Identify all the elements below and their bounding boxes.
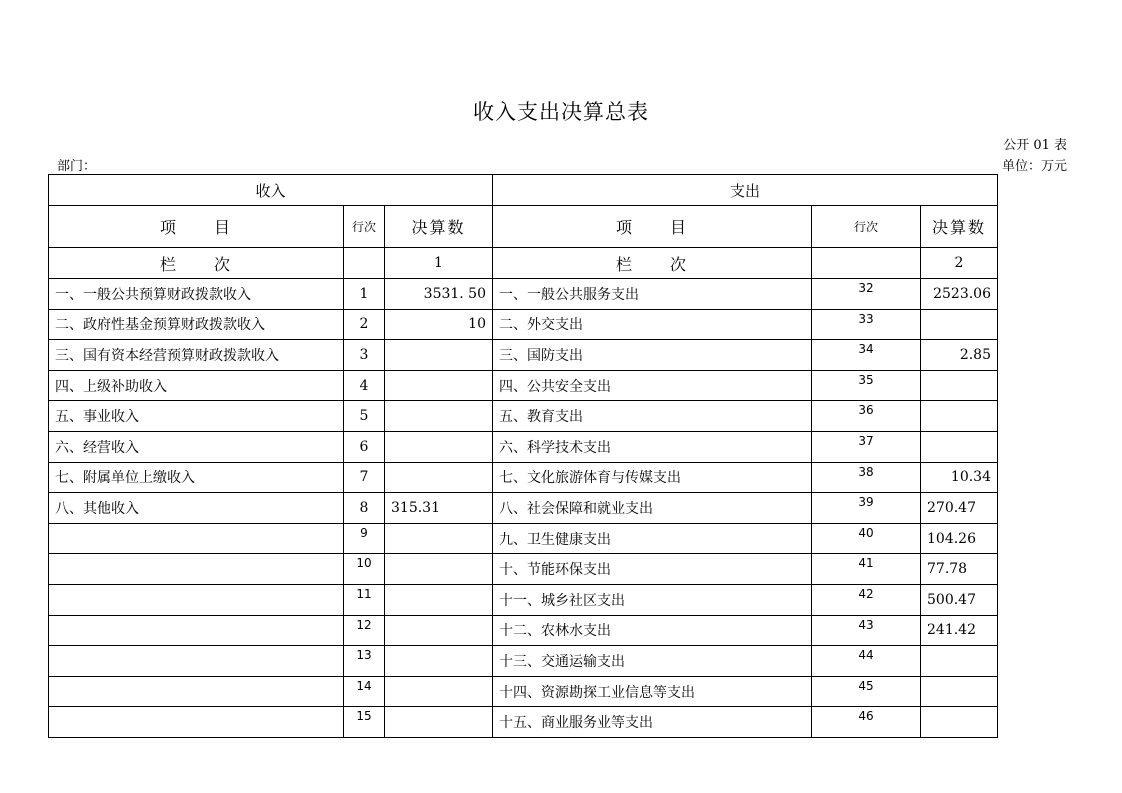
income-item-cell <box>49 676 344 707</box>
income-line-no-cell: 7 <box>344 462 385 493</box>
expense-amount-header: 决算数 <box>921 206 998 248</box>
table-row <box>49 493 998 524</box>
expense-line-no-cell: 39 <box>812 493 921 524</box>
table-row <box>49 554 998 585</box>
income-item-cell: 五、事业收入 <box>49 401 344 432</box>
expense-amount-cell: 77.78 <box>921 554 998 585</box>
expense-line-no-blank <box>812 248 921 279</box>
income-amount-cell <box>385 523 493 554</box>
expense-amount-cell: 10.34 <box>921 462 998 493</box>
table-row <box>49 676 998 707</box>
expense-item-cell: 十一、城乡社区支出 <box>493 584 812 615</box>
expense-item-cell: 八、社会保障和就业支出 <box>493 493 812 524</box>
income-amount-cell <box>385 676 493 707</box>
income-line-no-cell: 4 <box>344 370 385 401</box>
income-amount-cell: 315.31 <box>385 493 493 524</box>
expense-line-no-cell: 44 <box>812 646 921 677</box>
income-line-no-cell: 11 <box>344 584 385 615</box>
expense-amount-cell <box>921 707 998 738</box>
income-line-no-cell: 15 <box>344 707 385 738</box>
table-row <box>49 370 998 401</box>
expense-amount-cell: 2523.06 <box>921 279 998 310</box>
expense-amount-cell <box>921 401 998 432</box>
expense-item-cell: 十三、交通运输支出 <box>493 646 812 677</box>
expense-amount-cell <box>921 309 998 340</box>
income-line-no-blank <box>344 248 385 279</box>
department-label: 部门： <box>57 159 97 174</box>
table-row <box>49 462 998 493</box>
income-line-no-cell: 12 <box>344 615 385 646</box>
income-line-no-cell: 13 <box>344 646 385 677</box>
income-item-cell: 三、国有资本经营预算财政拨款收入 <box>49 340 344 371</box>
expense-line-no-header: 行次 <box>812 206 921 248</box>
table-row <box>49 431 998 462</box>
expense-item-cell: 六、科学技术支出 <box>493 431 812 462</box>
income-item-cell <box>49 707 344 738</box>
expense-amount-cell <box>921 646 998 677</box>
expense-line-no-cell: 33 <box>812 309 921 340</box>
income-amount-cell <box>385 707 493 738</box>
income-amount-cell <box>385 554 493 585</box>
table-row <box>49 707 998 738</box>
income-item-cell: 四、上级补助收入 <box>49 370 344 401</box>
income-amount-cell <box>385 340 493 371</box>
expense-line-no-cell: 40 <box>812 523 921 554</box>
expense-amount-cell: 500.47 <box>921 584 998 615</box>
income-line-no-header: 行次 <box>344 206 385 248</box>
column-header-row <box>49 206 998 248</box>
income-amount-cell <box>385 615 493 646</box>
expense-amount-cell: 104.26 <box>921 523 998 554</box>
income-item-cell: 二、政府性基金预算财政拨款收入 <box>49 309 344 340</box>
income-item-header: 项 目 <box>49 206 344 248</box>
table-row <box>49 340 998 371</box>
expense-amount-cell <box>921 676 998 707</box>
expense-section-header: 支出 <box>493 175 998 206</box>
expense-line-no-cell: 46 <box>812 707 921 738</box>
income-line-no-cell: 6 <box>344 431 385 462</box>
income-amount-cell <box>385 401 493 432</box>
income-line-no-cell: 14 <box>344 676 385 707</box>
expense-line-no-cell: 34 <box>812 340 921 371</box>
income-section-header: 收入 <box>49 175 493 206</box>
expense-item-cell: 十四、资源勘探工业信息等支出 <box>493 676 812 707</box>
expense-item-cell: 一、一般公共服务支出 <box>493 279 812 310</box>
section-header-row <box>49 175 998 206</box>
table-row <box>49 401 998 432</box>
income-item-cell <box>49 554 344 585</box>
table-row <box>49 615 998 646</box>
table-row <box>49 584 998 615</box>
table-row <box>49 646 998 677</box>
income-item-cell: 一、一般公共预算财政拨款收入 <box>49 279 344 310</box>
expense-item-cell: 四、公共安全支出 <box>493 370 812 401</box>
expense-item-cell: 九、卫生健康支出 <box>493 523 812 554</box>
expense-line-no-cell: 42 <box>812 584 921 615</box>
income-amount-cell <box>385 462 493 493</box>
income-item-cell: 七、附属单位上缴收入 <box>49 462 344 493</box>
income-line-no-cell: 2 <box>344 309 385 340</box>
income-item-cell: 六、经营收入 <box>49 431 344 462</box>
expense-line-no-cell: 41 <box>812 554 921 585</box>
income-amount-cell: 10 <box>385 309 493 340</box>
expense-amount-cell: 270.47 <box>921 493 998 524</box>
expense-item-header: 项 目 <box>493 206 812 248</box>
expense-item-cell: 十五、商业服务业等支出 <box>493 707 812 738</box>
table-row <box>49 309 998 340</box>
expense-line-no-cell: 38 <box>812 462 921 493</box>
income-column-label: 栏 次 <box>49 248 344 279</box>
income-line-no-cell: 9 <box>344 523 385 554</box>
income-item-cell: 八、其他收入 <box>49 493 344 524</box>
income-amount-cell <box>385 584 493 615</box>
expense-line-no-cell: 32 <box>812 279 921 310</box>
expense-item-cell: 二、外交支出 <box>493 309 812 340</box>
unit-label: 单位：万元 <box>1001 159 1067 174</box>
income-line-no-cell: 10 <box>344 554 385 585</box>
expense-amount-cell: 2.85 <box>921 340 998 371</box>
expense-column-number: 2 <box>921 248 998 279</box>
income-item-cell <box>49 523 344 554</box>
column-number-row <box>49 248 998 279</box>
expense-item-cell: 五、教育支出 <box>493 401 812 432</box>
income-amount-cell <box>385 431 493 462</box>
expense-item-cell: 三、国防支出 <box>493 340 812 371</box>
expense-line-no-cell: 43 <box>812 615 921 646</box>
expense-line-no-cell: 35 <box>812 370 921 401</box>
expense-item-cell: 七、文化旅游体育与传媒支出 <box>493 462 812 493</box>
expense-amount-cell: 241.42 <box>921 615 998 646</box>
form-code: 公开 01 表 <box>1003 138 1067 153</box>
income-amount-cell: 3531. 50 <box>385 279 493 310</box>
expense-line-no-cell: 37 <box>812 431 921 462</box>
income-amount-header: 决算数 <box>385 206 493 248</box>
income-item-cell <box>49 615 344 646</box>
summary-table <box>48 174 998 738</box>
expense-line-no-cell: 45 <box>812 676 921 707</box>
income-item-cell <box>49 646 344 677</box>
income-item-cell <box>49 584 344 615</box>
expense-item-cell: 十二、农林水支出 <box>493 615 812 646</box>
expense-line-no-cell: 36 <box>812 401 921 432</box>
income-line-no-cell: 8 <box>344 493 385 524</box>
income-amount-cell <box>385 646 493 677</box>
table-row <box>49 523 998 554</box>
income-line-no-cell: 5 <box>344 401 385 432</box>
table-row <box>49 279 998 310</box>
income-line-no-cell: 3 <box>344 340 385 371</box>
expense-amount-cell <box>921 370 998 401</box>
page-title: 收入支出决算总表 <box>473 100 649 124</box>
income-line-no-cell: 1 <box>344 279 385 310</box>
expense-amount-cell <box>921 431 998 462</box>
income-column-number: 1 <box>385 248 493 279</box>
income-amount-cell <box>385 370 493 401</box>
expense-item-cell: 十、节能环保支出 <box>493 554 812 585</box>
expense-column-label: 栏 次 <box>493 248 812 279</box>
